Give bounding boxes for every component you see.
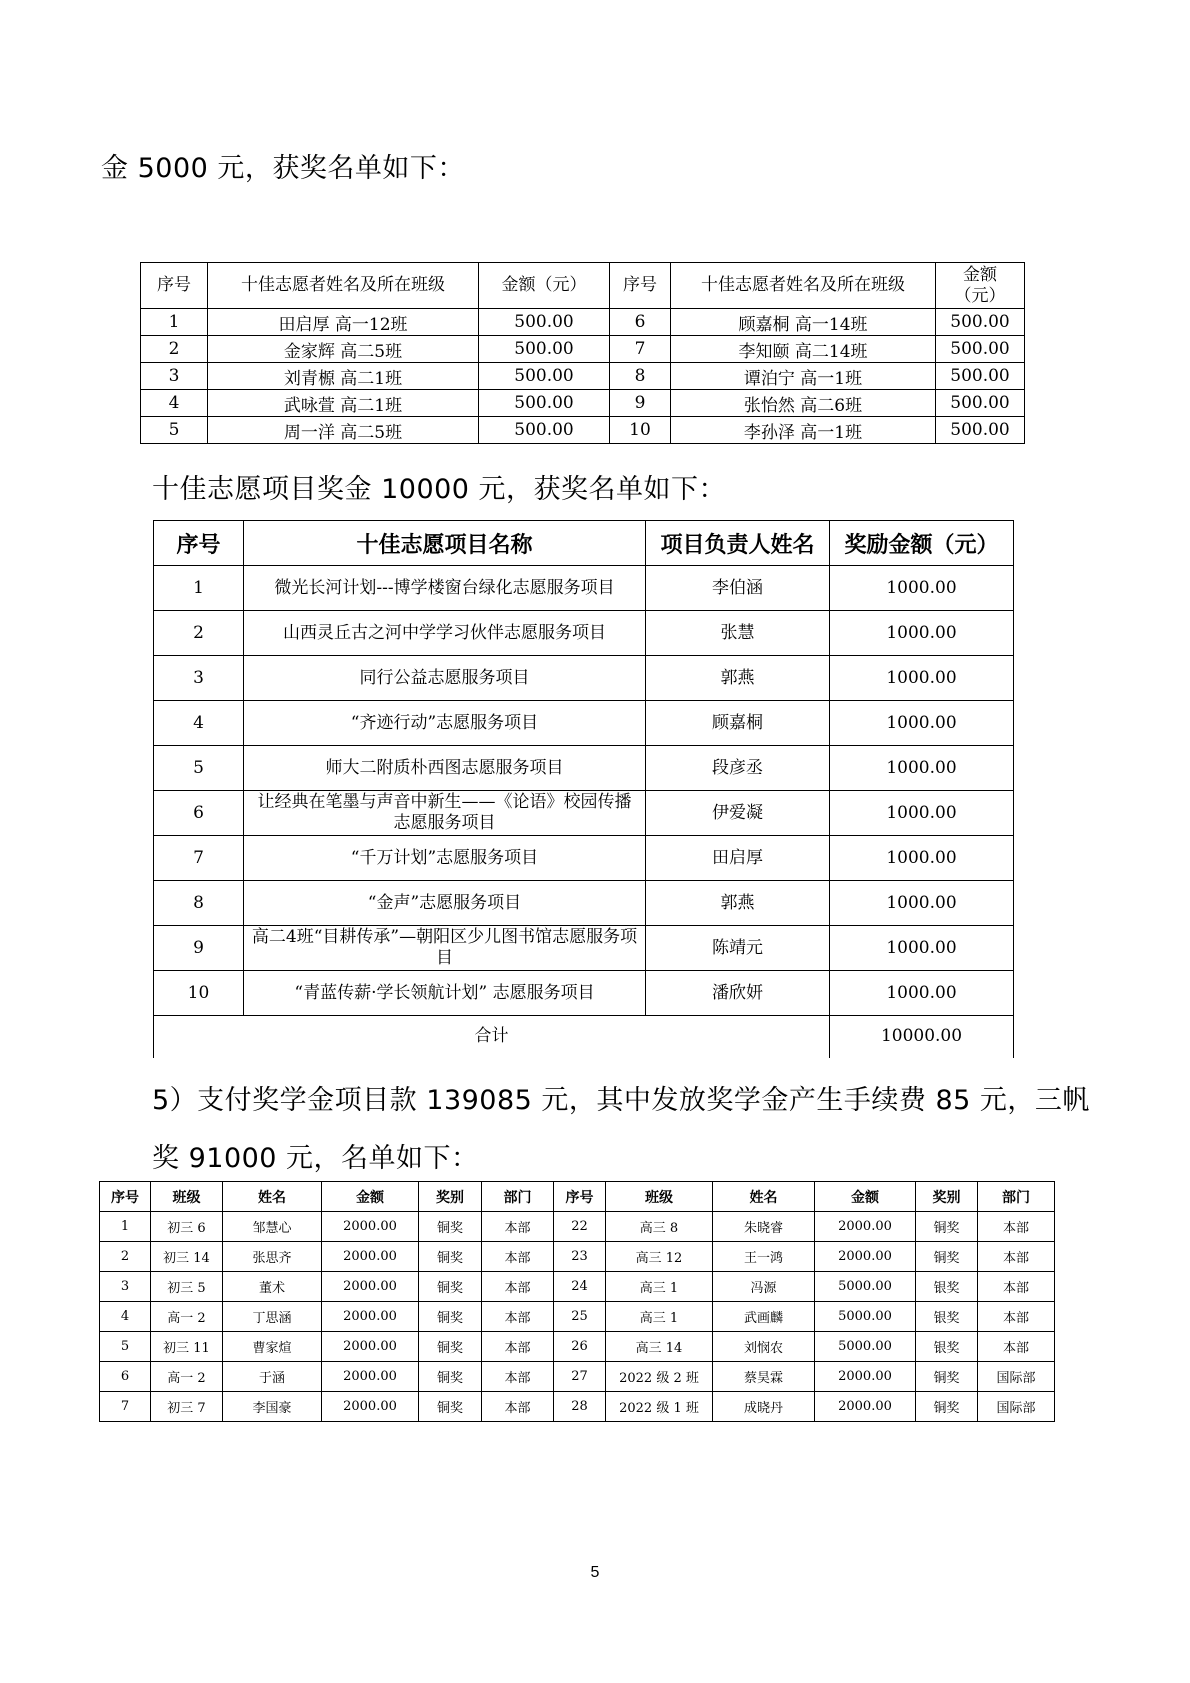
table-cell: 本部 xyxy=(978,1272,1055,1302)
table-cell: 铜奖 xyxy=(916,1212,978,1242)
table-cell: 国际部 xyxy=(978,1362,1055,1392)
table-cell: 500.00 xyxy=(936,417,1025,444)
table-cell: 1000.00 xyxy=(830,746,1014,791)
table-cell: 1000.00 xyxy=(830,971,1014,1016)
table-cell: 500.00 xyxy=(936,363,1025,390)
table-cell: 5000.00 xyxy=(815,1272,916,1302)
table-cell: 顾嘉桐 高一14班 xyxy=(671,309,936,336)
table-cell: 丁思涵 xyxy=(223,1302,322,1332)
table-cell: 高三 1 xyxy=(606,1302,713,1332)
table-row xyxy=(141,309,1025,336)
table-cell: 1 xyxy=(100,1212,151,1242)
table-cell: 500.00 xyxy=(479,309,610,336)
table-cell: 谭泊宁 高一1班 xyxy=(671,363,936,390)
total-row xyxy=(154,1016,1014,1058)
table-cell: 铜奖 xyxy=(419,1362,482,1392)
table-row xyxy=(154,566,1014,611)
table-cell: 3 xyxy=(141,363,208,390)
table-cell: 本部 xyxy=(482,1242,554,1272)
table-cell: 李孙泽 高一1班 xyxy=(671,417,936,444)
intro-line: 金 5000 元，获奖名单如下： xyxy=(101,153,465,184)
table-row xyxy=(100,1332,1055,1362)
column-header: 项目负责人姓名 xyxy=(646,521,830,566)
section2-heading: 十佳志愿项目奖金 10000 元，获奖名单如下： xyxy=(152,474,727,505)
table-cell: 郭燕 xyxy=(646,656,830,701)
table-cell: 田启厚 xyxy=(646,836,830,881)
table-cell: 2000.00 xyxy=(815,1392,916,1422)
table-cell: 本部 xyxy=(482,1212,554,1242)
table-row xyxy=(141,390,1025,417)
table-row xyxy=(154,971,1014,1016)
table-cell: 金家辉 高二5班 xyxy=(208,336,479,363)
table-cell: 高三 12 xyxy=(606,1242,713,1272)
table-row xyxy=(154,926,1014,971)
table-cell: 曹家煊 xyxy=(223,1332,322,1362)
table-cell: “千万计划”志愿服务项目 xyxy=(244,836,646,881)
table-cell: 7 xyxy=(610,336,671,363)
table-cell: 初三 7 xyxy=(151,1392,223,1422)
table-row xyxy=(100,1392,1055,1422)
project-award-table xyxy=(153,520,1014,1058)
column-header: 十佳志愿者姓名及所在班级 xyxy=(208,263,479,309)
column-header: 奖励金额（元） xyxy=(830,521,1014,566)
table-cell: 银奖 xyxy=(916,1272,978,1302)
table-cell: 1000.00 xyxy=(830,566,1014,611)
table-cell: 1 xyxy=(141,309,208,336)
column-header: 序号 xyxy=(554,1182,606,1212)
table-cell: 2 xyxy=(141,336,208,363)
table-cell: 铜奖 xyxy=(419,1392,482,1422)
table-cell: 5000.00 xyxy=(815,1302,916,1332)
table-cell: 国际部 xyxy=(978,1392,1055,1422)
table-cell: 铜奖 xyxy=(419,1242,482,1272)
table-row xyxy=(154,701,1014,746)
table-cell: 董术 xyxy=(223,1272,322,1302)
table-cell: 22 xyxy=(554,1212,606,1242)
table-row xyxy=(154,656,1014,701)
section3-line1: 5）支付奖学金项目款 139085 元，其中发放奖学金产生手续费 85 元，三帆 xyxy=(152,1085,1090,1116)
table-cell: 铜奖 xyxy=(419,1332,482,1362)
table-cell: 8 xyxy=(154,881,244,926)
table-row xyxy=(100,1362,1055,1392)
table-cell: 武咏萱 高二1班 xyxy=(208,390,479,417)
table-cell: 3 xyxy=(154,656,244,701)
table-cell: 微光长河计划---博学楼窗台绿化志愿服务项目 xyxy=(244,566,646,611)
table-cell: 23 xyxy=(554,1242,606,1272)
table-cell: 伊爱凝 xyxy=(646,791,830,836)
table-cell: 张怡然 高二6班 xyxy=(671,390,936,417)
table-cell: 李国豪 xyxy=(223,1392,322,1422)
table-cell: 武画麟 xyxy=(713,1302,815,1332)
column-header: 部门 xyxy=(978,1182,1055,1212)
table-cell: 初三 14 xyxy=(151,1242,223,1272)
table-cell: 500.00 xyxy=(479,390,610,417)
table-cell: 让经典在笔墨与声音中新生——《论语》校园传播志愿服务项目 xyxy=(244,791,646,836)
column-header: 班级 xyxy=(151,1182,223,1212)
column-header: 奖别 xyxy=(916,1182,978,1212)
table-cell: 铜奖 xyxy=(916,1392,978,1422)
table-cell: 28 xyxy=(554,1392,606,1422)
table-cell: 冯源 xyxy=(713,1272,815,1302)
table-cell: 郭燕 xyxy=(646,881,830,926)
table-cell: 初三 5 xyxy=(151,1272,223,1302)
table-cell: 2 xyxy=(100,1242,151,1272)
table-cell: 周一洋 高二5班 xyxy=(208,417,479,444)
table-cell: “青蓝传薪·学长领航计划” 志愿服务项目 xyxy=(244,971,646,1016)
table-cell: 2022 级 2 班 xyxy=(606,1362,713,1392)
table-header-row xyxy=(100,1182,1055,1212)
table-cell: 500.00 xyxy=(479,336,610,363)
table-cell: 田启厚 高一12班 xyxy=(208,309,479,336)
table-cell: 蔡昊霖 xyxy=(713,1362,815,1392)
table-cell: 7 xyxy=(154,836,244,881)
table-row xyxy=(100,1272,1055,1302)
table-cell: 师大二附质朴西图志愿服务项目 xyxy=(244,746,646,791)
table-cell: 银奖 xyxy=(916,1332,978,1362)
column-header: 姓名 xyxy=(713,1182,815,1212)
table-cell: 1000.00 xyxy=(830,701,1014,746)
table-cell: 27 xyxy=(554,1362,606,1392)
table-row xyxy=(154,881,1014,926)
table-header-row xyxy=(141,263,1025,309)
total-value: 10000.00 xyxy=(830,1016,1014,1058)
table-cell: 3 xyxy=(100,1272,151,1302)
table-cell: 9 xyxy=(154,926,244,971)
table-header-row xyxy=(154,521,1014,566)
table-cell: 9 xyxy=(610,390,671,417)
table-cell: 1000.00 xyxy=(830,656,1014,701)
volunteer-award-table xyxy=(140,262,1025,444)
table-cell: 4 xyxy=(154,701,244,746)
table-cell: 2000.00 xyxy=(322,1332,419,1362)
table-cell: 2000.00 xyxy=(322,1362,419,1392)
table-cell: 初三 6 xyxy=(151,1212,223,1242)
table-cell: 26 xyxy=(554,1332,606,1362)
table-cell: 本部 xyxy=(482,1392,554,1422)
table-cell: 2000.00 xyxy=(815,1362,916,1392)
table-cell: 5 xyxy=(154,746,244,791)
table-cell: 8 xyxy=(610,363,671,390)
table-cell: 1000.00 xyxy=(830,611,1014,656)
column-header: 班级 xyxy=(606,1182,713,1212)
table-cell: 2000.00 xyxy=(322,1272,419,1302)
table-cell: 1000.00 xyxy=(830,836,1014,881)
table-cell: 2022 级 1 班 xyxy=(606,1392,713,1422)
scholarship-table xyxy=(99,1181,1055,1422)
table-cell: 朱晓睿 xyxy=(713,1212,815,1242)
column-header: 部门 xyxy=(482,1182,554,1212)
table-cell: 6 xyxy=(154,791,244,836)
table-cell: 5 xyxy=(100,1332,151,1362)
column-header: 序号 xyxy=(100,1182,151,1212)
table-cell: 张慧 xyxy=(646,611,830,656)
table-cell: 2000.00 xyxy=(815,1212,916,1242)
table-row xyxy=(154,791,1014,836)
table-cell: 24 xyxy=(554,1272,606,1302)
table-row xyxy=(141,363,1025,390)
table-row xyxy=(100,1242,1055,1272)
table-cell: 500.00 xyxy=(936,390,1025,417)
column-header: 金额 （元） xyxy=(936,263,1025,309)
page-number: 5 xyxy=(590,1564,600,1581)
table-cell: 本部 xyxy=(482,1332,554,1362)
table-cell: 7 xyxy=(100,1392,151,1422)
table-cell: 6 xyxy=(610,309,671,336)
table-cell: 铜奖 xyxy=(419,1302,482,1332)
total-label: 合计 xyxy=(154,1016,830,1058)
table-cell: 本部 xyxy=(482,1272,554,1302)
table-cell: 高三 14 xyxy=(606,1332,713,1362)
table-cell: 2000.00 xyxy=(815,1242,916,1272)
table-cell: 5000.00 xyxy=(815,1332,916,1362)
table-cell: 500.00 xyxy=(479,417,610,444)
table-cell: 张思齐 xyxy=(223,1242,322,1272)
table-row xyxy=(154,611,1014,656)
column-header: 十佳志愿者姓名及所在班级 xyxy=(671,263,936,309)
table-cell: 2 xyxy=(154,611,244,656)
table-row xyxy=(141,417,1025,444)
column-header: 金额 xyxy=(322,1182,419,1212)
column-header: 奖别 xyxy=(419,1182,482,1212)
column-header: 金额（元） xyxy=(479,263,610,309)
table-row xyxy=(154,746,1014,791)
table-cell: 铜奖 xyxy=(916,1242,978,1272)
table-cell: 高一 2 xyxy=(151,1302,223,1332)
section3-line2: 奖 91000 元，名单如下： xyxy=(152,1143,479,1174)
table-cell: 2000.00 xyxy=(322,1242,419,1272)
table-cell: 高二4班“目耕传承”—朝阳区少儿图书馆志愿服务项目 xyxy=(244,926,646,971)
table-cell: 铜奖 xyxy=(419,1212,482,1242)
table-cell: 高一 2 xyxy=(151,1362,223,1392)
table-cell: 10 xyxy=(154,971,244,1016)
table-cell: 10 xyxy=(610,417,671,444)
table-cell: 本部 xyxy=(482,1302,554,1332)
table-cell: 2000.00 xyxy=(322,1392,419,1422)
table-cell: 4 xyxy=(100,1302,151,1332)
table-cell: 500.00 xyxy=(479,363,610,390)
table-cell: 铜奖 xyxy=(916,1362,978,1392)
table-cell: 本部 xyxy=(482,1362,554,1392)
table-cell: 5 xyxy=(141,417,208,444)
table-cell: “金声”志愿服务项目 xyxy=(244,881,646,926)
table-cell: 本部 xyxy=(978,1212,1055,1242)
table-cell: 初三 11 xyxy=(151,1332,223,1362)
table-cell: 铜奖 xyxy=(419,1272,482,1302)
table-cell: 于涵 xyxy=(223,1362,322,1392)
table-cell: 陈靖元 xyxy=(646,926,830,971)
column-header: 姓名 xyxy=(223,1182,322,1212)
table-cell: 1000.00 xyxy=(830,926,1014,971)
column-header: 金额 xyxy=(815,1182,916,1212)
table-cell: 本部 xyxy=(978,1242,1055,1272)
table-cell: 李伯涵 xyxy=(646,566,830,611)
table-cell: 潘欣妍 xyxy=(646,971,830,1016)
table-cell: 本部 xyxy=(978,1302,1055,1332)
table-cell: 顾嘉桐 xyxy=(646,701,830,746)
column-header: 序号 xyxy=(154,521,244,566)
column-header: 序号 xyxy=(141,263,208,309)
table-cell: 李知颐 高二14班 xyxy=(671,336,936,363)
table-cell: 高三 8 xyxy=(606,1212,713,1242)
table-cell: 2000.00 xyxy=(322,1302,419,1332)
table-cell: 4 xyxy=(141,390,208,417)
table-cell: 同行公益志愿服务项目 xyxy=(244,656,646,701)
table-row xyxy=(100,1302,1055,1332)
table-cell: 成晓丹 xyxy=(713,1392,815,1422)
table-cell: 山西灵丘古之河中学学习伙伴志愿服务项目 xyxy=(244,611,646,656)
table-cell: 6 xyxy=(100,1362,151,1392)
table-cell: 银奖 xyxy=(916,1302,978,1332)
column-header: 序号 xyxy=(610,263,671,309)
table-cell: “齐迹行动”志愿服务项目 xyxy=(244,701,646,746)
table-cell: 邹慧心 xyxy=(223,1212,322,1242)
table-cell: 本部 xyxy=(978,1332,1055,1362)
table-cell: 王一鸿 xyxy=(713,1242,815,1272)
table-cell: 1 xyxy=(154,566,244,611)
table-row xyxy=(154,836,1014,881)
table-row xyxy=(100,1212,1055,1242)
table-cell: 500.00 xyxy=(936,336,1025,363)
table-cell: 500.00 xyxy=(936,309,1025,336)
column-header: 十佳志愿项目名称 xyxy=(244,521,646,566)
table-cell: 刘悯农 xyxy=(713,1332,815,1362)
table-cell: 25 xyxy=(554,1302,606,1332)
table-cell: 2000.00 xyxy=(322,1212,419,1242)
table-cell: 高三 1 xyxy=(606,1272,713,1302)
table-cell: 段彦丞 xyxy=(646,746,830,791)
table-cell: 1000.00 xyxy=(830,881,1014,926)
table-cell: 1000.00 xyxy=(830,791,1014,836)
table-cell: 刘青榞 高二1班 xyxy=(208,363,479,390)
table-row xyxy=(141,336,1025,363)
